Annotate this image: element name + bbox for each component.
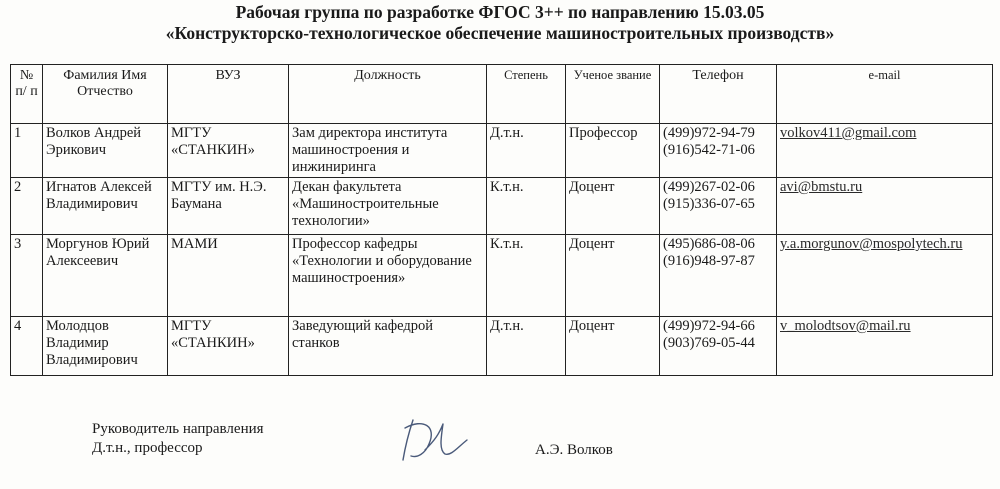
signatory-name: А.Э. Волков <box>535 442 613 458</box>
document-title <box>0 2 1000 44</box>
cell-phone <box>660 235 777 317</box>
cell-email <box>777 124 993 178</box>
cell-num: 1 <box>11 124 43 178</box>
signatory-degree: Д.т.н., профессор <box>92 440 203 456</box>
cell-num: 3 <box>11 235 43 317</box>
cell-position: Профессор кафедры «Технологии и оборудование машиностроения» <box>289 235 487 317</box>
cell-rank: Профессор <box>566 124 660 178</box>
title-line-1: Рабочая группа по разработке ФГОС 3++ по направлению 15.03.05 <box>235 2 765 22</box>
signatory-block <box>92 420 264 458</box>
cell-email <box>777 317 993 376</box>
header-vuz: ВУЗ <box>168 65 289 124</box>
title-line-2: «Конструкторско-технологическое обеспечение машиностроительных производств» <box>165 23 835 43</box>
cell-degree: Д.т.н. <box>487 124 566 178</box>
cell-email <box>777 178 993 235</box>
cell-name: Игнатов Алексей Владимирович <box>43 178 168 235</box>
phone-primary: (495)686-08-06 <box>663 236 755 252</box>
cell-degree: К.т.н. <box>487 178 566 235</box>
cell-phone <box>660 317 777 376</box>
phone-secondary: (916)542-71-06 <box>663 142 755 158</box>
header-position: Должность <box>289 65 487 124</box>
header-phone: Телефон <box>660 65 777 124</box>
cell-rank: Доцент <box>566 235 660 317</box>
cell-rank: Доцент <box>566 317 660 376</box>
cell-num: 4 <box>11 317 43 376</box>
cell-vuz: МГТУ им. Н.Э. Баумана <box>168 178 289 235</box>
cell-vuz: МГТУ «СТАНКИН» <box>168 124 289 178</box>
phone-primary: (499)972-94-66 <box>663 318 755 334</box>
cell-vuz: МАМИ <box>168 235 289 317</box>
cell-name: Молодцов Владимир Владимирович <box>43 317 168 376</box>
table-row <box>11 178 993 235</box>
cell-name: Моргунов Юрий Алексеевич <box>43 235 168 317</box>
cell-degree: К.т.н. <box>487 235 566 317</box>
header-name: Фамилия Имя Отчество <box>43 65 168 124</box>
signatory-role: Руководитель направления <box>92 421 264 437</box>
header-num: № п/ п <box>11 65 43 124</box>
cell-num: 2 <box>11 178 43 235</box>
table-row <box>11 235 993 317</box>
cell-name: Волков Андрей Эрикович <box>43 124 168 178</box>
cell-phone <box>660 124 777 178</box>
cell-vuz: МГТУ «СТАНКИН» <box>168 317 289 376</box>
handwritten-signature <box>395 410 475 470</box>
cell-degree: Д.т.н. <box>487 317 566 376</box>
cell-email <box>777 235 993 317</box>
phone-primary: (499)972-94-79 <box>663 125 755 141</box>
phone-secondary: (916)948-97-87 <box>663 253 755 269</box>
working-group-table <box>10 64 993 376</box>
cell-position: Декан факультета «Машиностроительные технологии» <box>289 178 487 235</box>
email-link[interactable]: avi@bmstu.ru <box>780 179 863 195</box>
email-link[interactable]: y.a.morgunov@mospolytech.ru <box>780 236 963 252</box>
cell-rank: Доцент <box>566 178 660 235</box>
phone-secondary: (915)336-07-65 <box>663 196 755 212</box>
table-row <box>11 124 993 178</box>
header-degree: Степень <box>487 65 566 124</box>
email-link[interactable]: volkov411@gmail.com <box>780 125 917 141</box>
phone-primary: (499)267-02-06 <box>663 179 755 195</box>
table-row <box>11 317 993 376</box>
header-email: e-mail <box>777 65 993 124</box>
phone-secondary: (903)769-05-44 <box>663 335 755 351</box>
header-rank: Ученое звание <box>566 65 660 124</box>
cell-position: Зам директора института машиностроения и инжиниринга <box>289 124 487 178</box>
email-link[interactable]: v_molodtsov@mail.ru <box>780 318 911 334</box>
cell-position: Заведующий кафедрой станков <box>289 317 487 376</box>
table-header-row <box>11 65 993 124</box>
cell-phone <box>660 178 777 235</box>
